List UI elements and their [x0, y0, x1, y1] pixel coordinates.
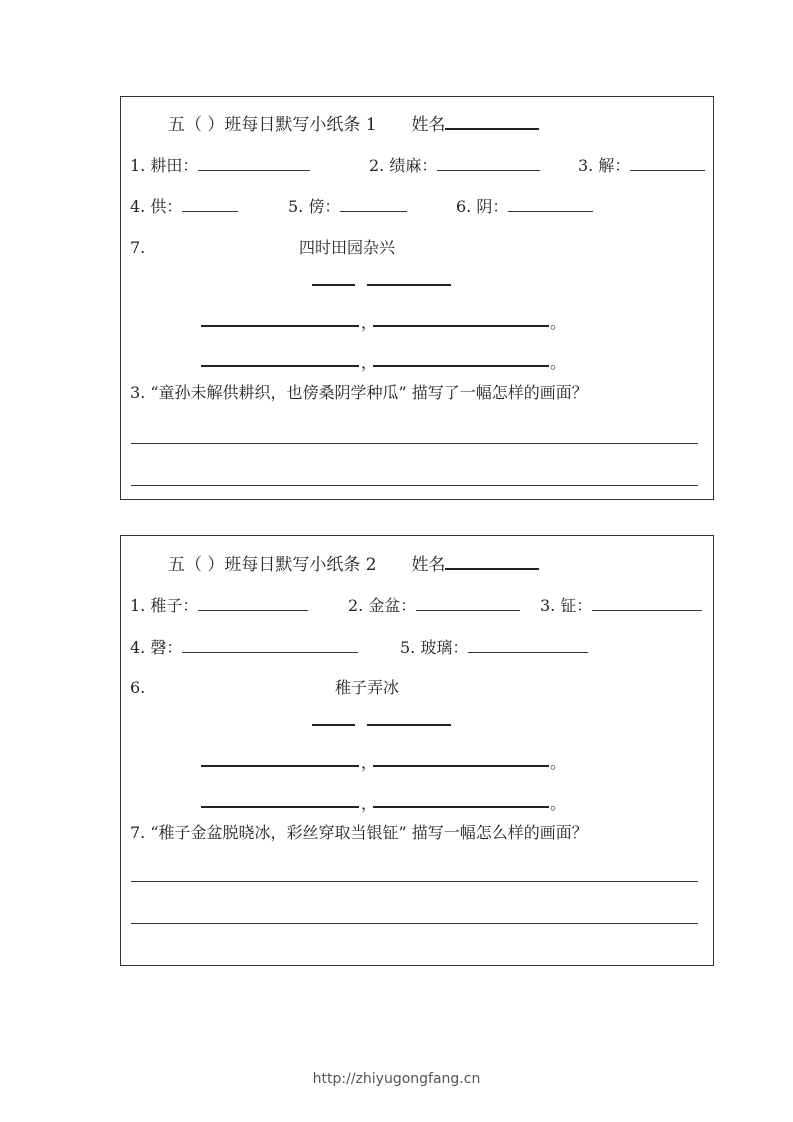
name-blank[interactable] [445, 553, 539, 570]
answer-blank[interactable] [437, 155, 540, 171]
vocab-item-1: 1. 稚子： [130, 595, 308, 616]
vocab-item-6: 6. 阴： [456, 196, 593, 217]
period: 。 [550, 753, 567, 772]
period: 。 [550, 353, 567, 372]
answer-blank[interactable] [468, 637, 588, 653]
comma: ， [361, 353, 378, 372]
poem-number: 7. [130, 238, 146, 257]
answer-blank[interactable] [416, 595, 520, 611]
vocab-item-4: 4. 供： [130, 196, 238, 217]
answer-blank[interactable] [592, 595, 702, 611]
answer-blank[interactable] [182, 196, 238, 212]
answer-blank[interactable] [508, 196, 593, 212]
answer-line[interactable] [131, 443, 698, 444]
answer-blank[interactable] [340, 196, 407, 212]
slip-title: 五（ ）班每日默写小纸条 2 姓名 [168, 553, 539, 575]
vocab-item-4: 4. 磬： [130, 637, 358, 658]
comma: ， [361, 794, 378, 813]
poem-number: 6. [130, 678, 146, 697]
answer-blank[interactable] [198, 155, 310, 171]
poem-line-blank[interactable] [201, 325, 359, 327]
poem-line-blank[interactable] [201, 365, 359, 367]
period: 。 [550, 794, 567, 813]
answer-line[interactable] [131, 923, 698, 924]
question: 3. “童孙未解供耕织，也傍桑阴学种瓜” 描写了一幅怎样的画面？ [130, 383, 588, 402]
vocab-item-3: 3. 解： [578, 155, 705, 176]
author-blank[interactable] [367, 724, 451, 726]
period: 。 [550, 313, 567, 332]
dictation-slip-1 [120, 96, 714, 500]
poem-line-blank[interactable] [373, 806, 549, 808]
answer-blank[interactable] [182, 637, 358, 653]
question: 7. “稚子金盆脱晓冰，彩丝穿取当银钲” 描写一幅怎么样的画面？ [130, 823, 588, 842]
vocab-item-5: 5. 傍： [288, 196, 407, 217]
answer-line[interactable] [131, 485, 698, 486]
poem-line-blank[interactable] [373, 365, 549, 367]
slip-title: 五（ ）班每日默写小纸条 1 姓名 [168, 113, 539, 135]
vocab-item-1: 1. 耕田： [130, 155, 310, 176]
name-label: 姓名 [411, 555, 446, 575]
answer-blank[interactable] [198, 595, 308, 611]
poem-line-blank[interactable] [373, 325, 549, 327]
poem-line-blank[interactable] [201, 806, 359, 808]
name-blank[interactable] [445, 113, 539, 130]
dynasty-blank[interactable] [312, 284, 355, 286]
poem-line-blank[interactable] [201, 765, 359, 767]
vocab-item-2: 2. 金盆： [348, 595, 520, 616]
poem-title: 稚子弄冰 [335, 678, 400, 697]
poem-line-blank[interactable] [373, 765, 549, 767]
footer-url[interactable]: http://zhiyugongfang.cn [312, 1071, 481, 1087]
vocab-item-2: 2. 绩麻： [369, 155, 540, 176]
author-blank[interactable] [367, 284, 451, 286]
poem-title: 四时田园杂兴 [299, 238, 396, 257]
answer-blank[interactable] [630, 155, 705, 171]
comma: ， [361, 753, 378, 772]
name-label: 姓名 [411, 115, 446, 135]
comma: ， [361, 313, 378, 332]
answer-line[interactable] [131, 881, 698, 882]
dynasty-blank[interactable] [312, 724, 355, 726]
dictation-slip-2 [120, 535, 714, 966]
vocab-item-5: 5. 玻璃： [400, 637, 588, 658]
vocab-item-3: 3. 钲： [540, 595, 702, 616]
